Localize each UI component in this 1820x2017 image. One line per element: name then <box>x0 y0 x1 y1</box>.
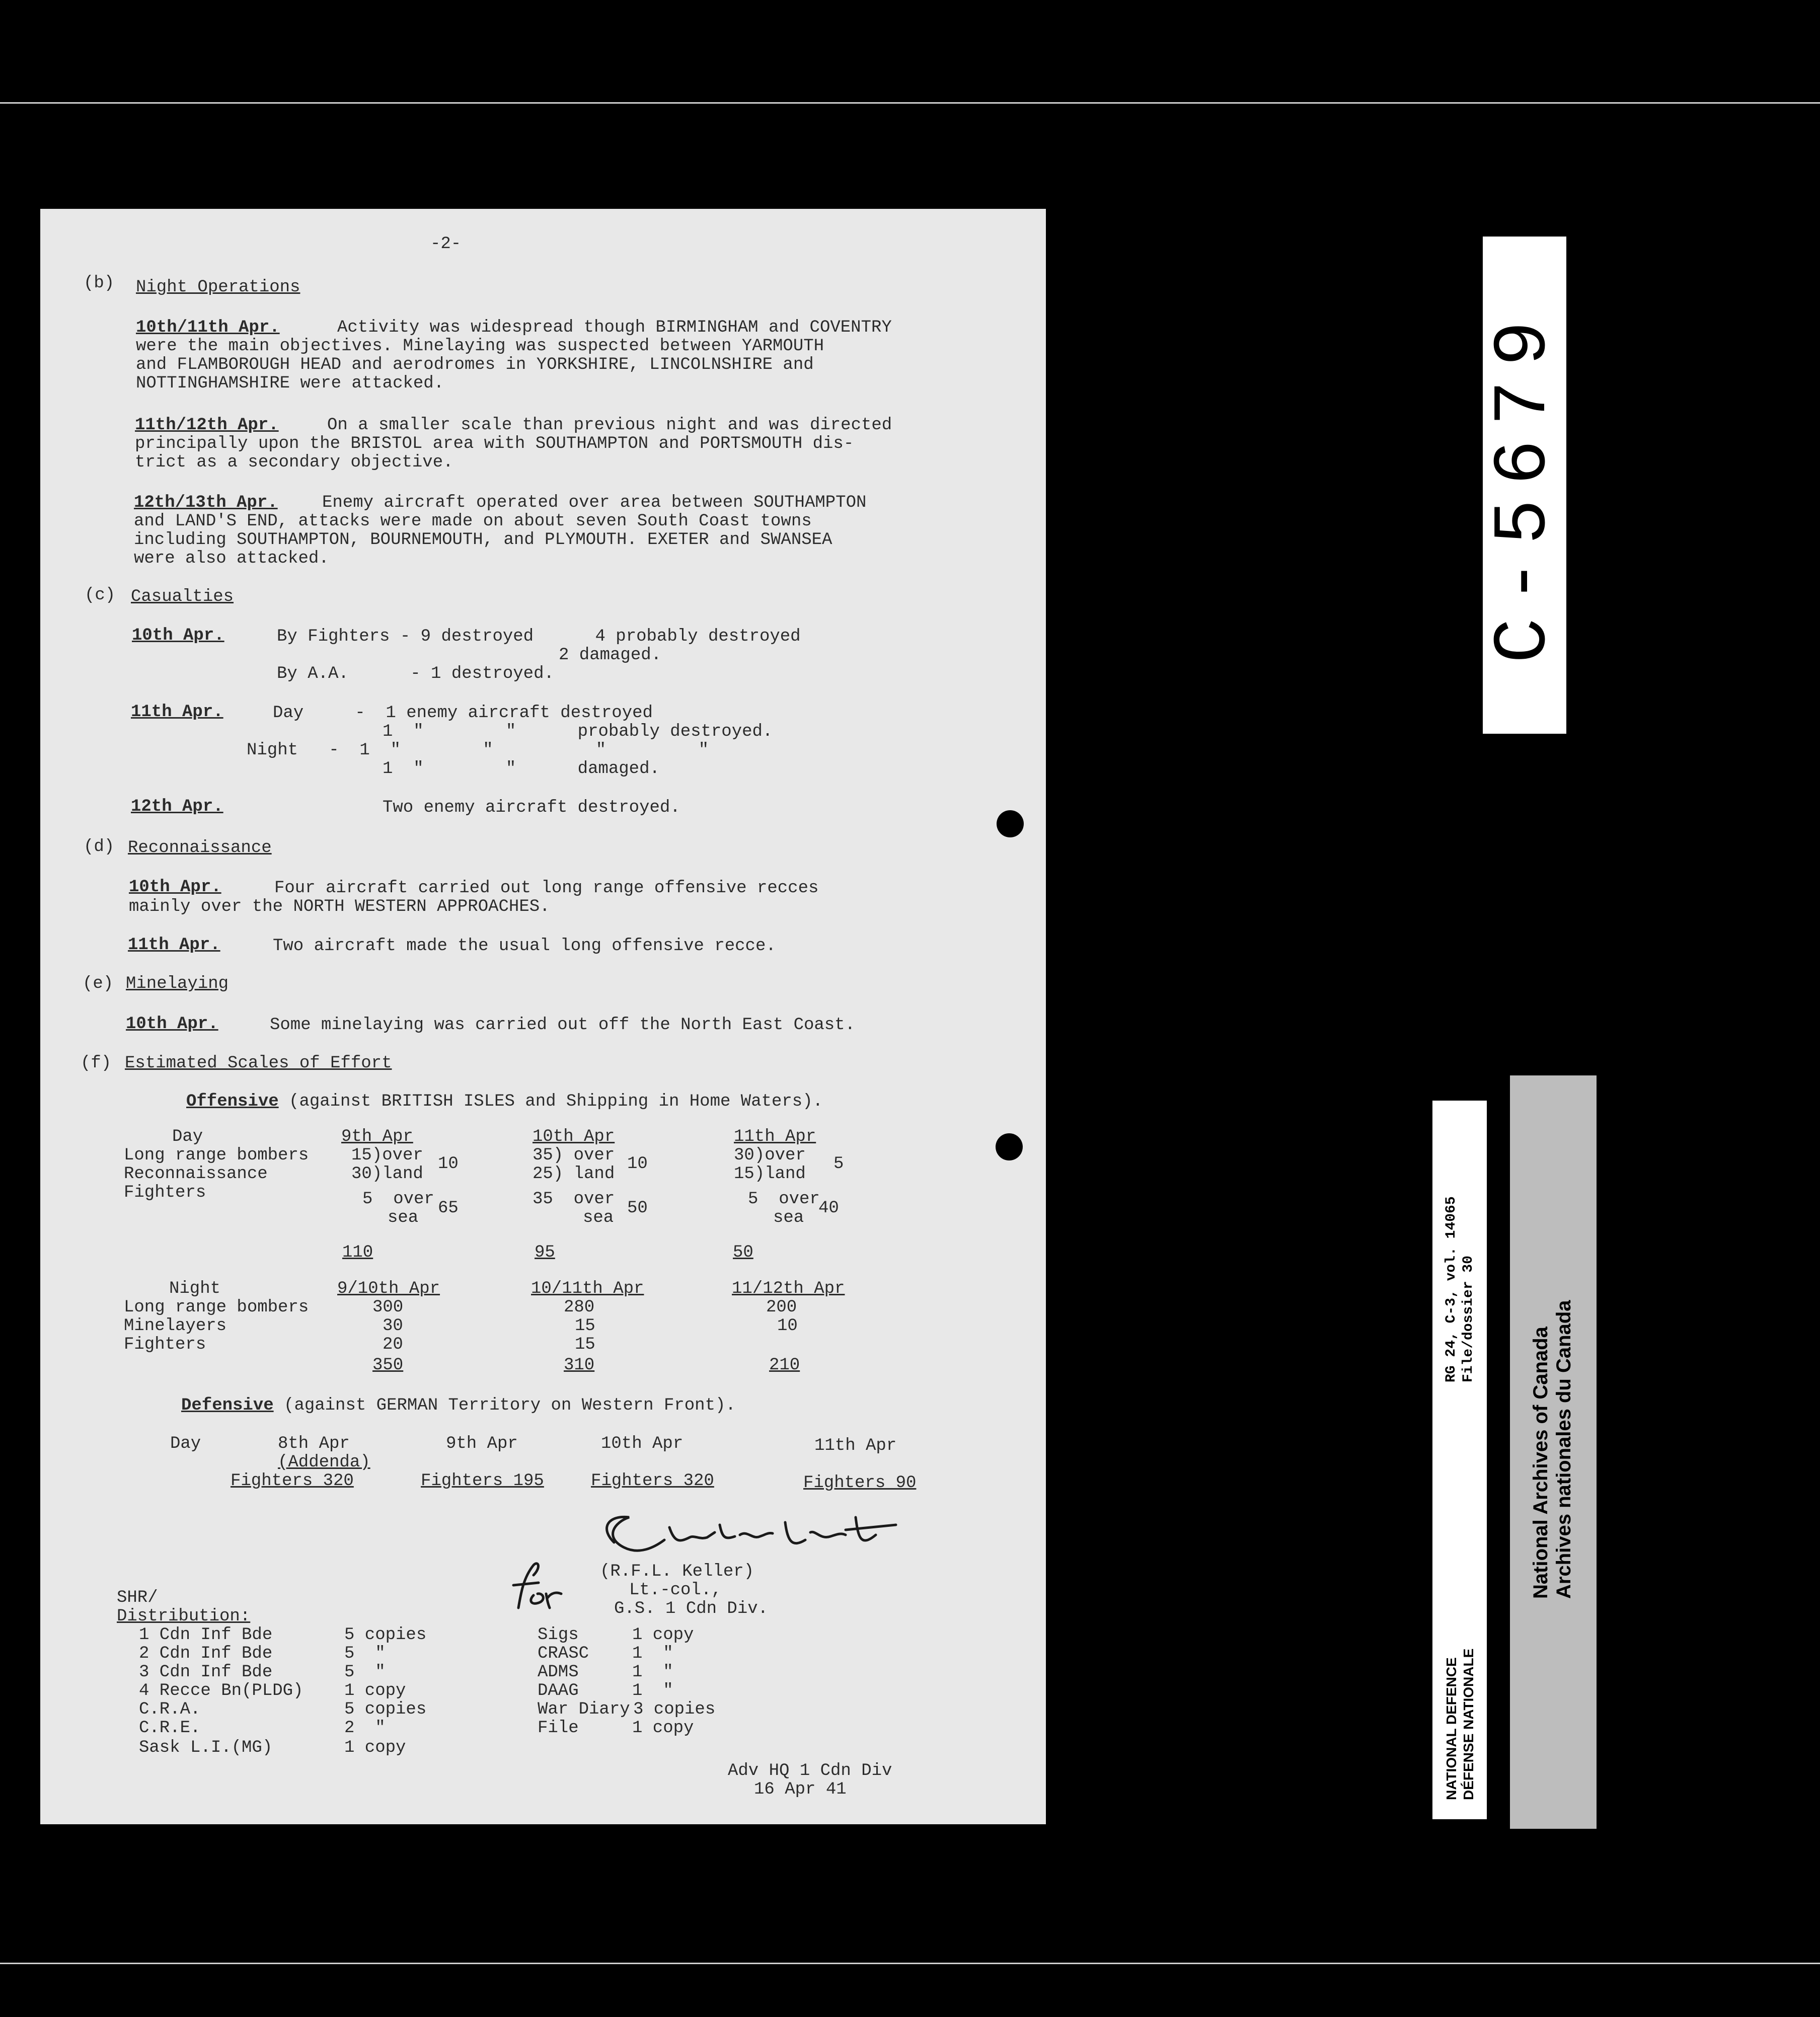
section-letter: (e) <box>83 974 114 993</box>
paragraph-line: were the main objectives. Minelaying was suspected between YARMOUTH <box>136 337 824 356</box>
table-cell: 35) over <box>533 1146 615 1165</box>
paragraph-date: 10th/11th Apr. <box>136 318 280 337</box>
paragraph-line: mainly over the NORTH WESTERN APPROACHES. <box>129 897 550 916</box>
archive-reference-2: File/dossier 30 <box>1461 1255 1476 1382</box>
row-label: Fighters <box>124 1183 206 1202</box>
paragraph-line: Two enemy aircraft destroyed. <box>383 798 680 817</box>
offensive-description: (against BRITISH ISLES and Shipping in Home Waters). <box>278 1092 823 1111</box>
table-cell: 30)land <box>351 1165 423 1184</box>
footer-date: 16 Apr 41 <box>754 1780 847 1799</box>
table-cell: 30)over <box>734 1146 806 1165</box>
distribution-unit: File <box>538 1719 579 1738</box>
table-cell: 10 <box>627 1154 648 1174</box>
distribution-unit: 4 Recce Bn(PLDG) <box>139 1681 304 1700</box>
handwritten-for <box>503 1558 564 1613</box>
document-page <box>40 209 1046 1824</box>
distribution-unit: DAAG <box>538 1681 579 1700</box>
section-heading: Night Operations <box>136 278 300 297</box>
def-column-head: 11th Apr <box>814 1436 897 1455</box>
table-cell: 280 <box>564 1298 595 1317</box>
column-head: 10th Apr <box>533 1127 615 1146</box>
distribution-copies: 5 " <box>344 1644 386 1663</box>
table-cell: 35 over <box>533 1190 615 1209</box>
paragraph-date: 11th/12th Apr. <box>135 416 279 435</box>
paragraph-line: By A.A. - 1 destroyed. <box>277 664 554 683</box>
table-cell: 15 <box>575 1316 595 1336</box>
paragraph-line: Day - 1 enemy aircraft destroyed <box>273 704 653 723</box>
def-column-head: 8th Apr <box>278 1434 350 1453</box>
column-head: 9th Apr <box>341 1127 413 1146</box>
def-day-label: Day <box>170 1434 201 1453</box>
distribution-unit: Sask L.I.(MG) <box>139 1738 273 1757</box>
distribution-heading: Distribution: <box>117 1607 251 1626</box>
section-heading: Reconnaissance <box>128 838 272 858</box>
paragraph-line: and LAND'S END, attacks were made on about seven South Coast towns <box>134 512 812 531</box>
column-total: 110 <box>342 1243 373 1262</box>
paragraph-line: 2 damaged. <box>559 646 662 665</box>
row-label: Long range bombers <box>124 1146 309 1165</box>
registration-dot <box>996 1133 1023 1160</box>
defensive-description: (against GERMAN Territory on Western Front). <box>273 1396 736 1415</box>
signatory-rank: Lt.-col., <box>629 1581 722 1600</box>
distribution-copies: 1 copy <box>632 1719 694 1738</box>
paragraph-line: Two aircraft made the usual long offensive recce. <box>273 937 776 956</box>
distribution-unit: ADMS <box>538 1663 579 1682</box>
paragraph-line: were also attacked. <box>134 549 329 568</box>
frame-number-label <box>1483 237 1566 734</box>
def-column-sub: (Addenda) <box>278 1453 370 1472</box>
paragraph-line: By Fighters - 9 destroyed 4 probably destroyed <box>277 627 801 646</box>
table-cell: 40 <box>818 1199 839 1218</box>
distribution-unit: 1 Cdn Inf Bde <box>139 1625 273 1645</box>
distribution-copies: 1 " <box>632 1663 673 1682</box>
table-cell: 10 <box>777 1316 798 1336</box>
paragraph-line: On a smaller scale than previous night and was directed <box>327 416 892 435</box>
paragraph-line: Some minelaying was carried out off the North East Coast. <box>270 1016 855 1035</box>
file-reference: SHR/ <box>117 1588 158 1607</box>
section-heading: Casualties <box>131 587 234 606</box>
distribution-unit: 3 Cdn Inf Bde <box>139 1663 273 1682</box>
column-total: 210 <box>769 1356 800 1375</box>
paragraph-line: Four aircraft carried out long range offensive recces <box>274 879 819 898</box>
table-cell: 10 <box>438 1154 459 1174</box>
table-cell: 5 over <box>362 1190 434 1209</box>
table-cell: sea <box>388 1208 419 1227</box>
column-total: 310 <box>564 1356 595 1375</box>
def-column-value: Fighters 320 <box>231 1471 354 1491</box>
section-letter: (f) <box>81 1054 112 1073</box>
page-number: -2- <box>430 235 462 254</box>
national-defence-fr: DÉFENSE NATIONALE <box>1461 1648 1476 1800</box>
paragraph-line: NOTTINGHAMSHIRE were attacked. <box>136 374 444 393</box>
national-defence-en: NATIONAL DEFENCE <box>1444 1657 1459 1800</box>
paragraph-line: Activity was widespread though BIRMINGHAM and COVENTRY <box>337 318 892 337</box>
footer-hq: Adv HQ 1 Cdn Div <box>728 1761 892 1780</box>
table-cell: 5 over <box>748 1190 820 1209</box>
paragraph-date: 11th Apr. <box>128 936 220 955</box>
distribution-copies: 5 " <box>344 1663 386 1682</box>
row-label: Minelayers <box>124 1316 227 1336</box>
national-archives-fr: Archives nationales du Canada <box>1553 1300 1575 1599</box>
distribution-unit: C.R.E. <box>139 1719 201 1738</box>
distribution-copies: 2 " <box>344 1719 386 1738</box>
national-archives-en: National Archives of Canada <box>1530 1327 1552 1599</box>
column-total: 95 <box>535 1243 555 1262</box>
table-cell: 65 <box>438 1199 459 1218</box>
def-column-value: Fighters 195 <box>421 1471 544 1491</box>
paragraph-line: principally upon the BRISTOL area with SOUTHAMPTON and PORTSMOUTH dis- <box>135 434 854 453</box>
paragraph-date: 10th Apr. <box>129 878 221 897</box>
defensive-label: Defensive <box>181 1396 274 1415</box>
paragraph-line: 1 " " probably destroyed. <box>383 722 773 741</box>
registration-dot <box>997 810 1024 837</box>
section-heading: Minelaying <box>126 974 229 993</box>
def-column-value: Fighters 90 <box>803 1473 917 1493</box>
distribution-copies: 1 " <box>632 1644 673 1663</box>
paragraph-date: 12th/13th Apr. <box>134 493 278 512</box>
distribution-copies: 5 copies <box>344 1700 427 1719</box>
table-cell: 300 <box>372 1298 404 1317</box>
offensive-line <box>186 1093 823 1111</box>
night-label: Night <box>169 1279 221 1298</box>
national-archives-label <box>1510 1075 1597 1829</box>
def-column-value: Fighters 320 <box>591 1471 714 1491</box>
frame-number: C-5679 <box>1482 306 1567 664</box>
table-cell: 5 <box>833 1154 844 1174</box>
section-heading: Estimated Scales of Effort <box>125 1054 392 1073</box>
day-label: Day <box>172 1127 203 1146</box>
paragraph-date: 10th Apr. <box>132 626 224 645</box>
paragraph-line: Night - 1 " " " " <box>247 741 709 760</box>
paragraph-date: 10th Apr. <box>126 1015 218 1034</box>
table-cell: 15)land <box>734 1165 806 1184</box>
distribution-copies: 1 copy <box>344 1681 406 1700</box>
column-total: 50 <box>733 1243 753 1262</box>
national-defence-label <box>1432 1101 1487 1819</box>
def-column-head: 9th Apr <box>446 1434 518 1453</box>
table-cell: sea <box>773 1208 804 1227</box>
table-cell: 200 <box>766 1298 797 1317</box>
distribution-copies: 3 copies <box>633 1700 716 1719</box>
table-cell: 15)over <box>351 1146 423 1165</box>
table-cell: 20 <box>383 1335 403 1354</box>
section-letter: (d) <box>84 837 115 857</box>
offensive-label: Offensive <box>186 1092 279 1111</box>
column-head: 11/12th Apr <box>732 1279 845 1298</box>
distribution-unit: CRASC <box>538 1644 589 1663</box>
distribution-copies: 1 copy <box>344 1738 406 1757</box>
row-label: Fighters <box>124 1335 206 1354</box>
film-edge-line-bottom <box>0 1963 1820 1964</box>
column-head: 10/11th Apr <box>531 1279 644 1298</box>
table-cell: 15 <box>575 1335 595 1354</box>
paragraph-line: trict as a secondary objective. <box>135 453 453 472</box>
section-letter: (b) <box>84 274 115 293</box>
paragraph-date: 11th Apr. <box>131 703 223 722</box>
distribution-copies: 1 copy <box>632 1625 694 1645</box>
paragraph-line: including SOUTHAMPTON, BOURNEMOUTH, and PLYMOUTH. EXETER and SWANSEA <box>134 530 832 550</box>
column-total: 350 <box>372 1356 404 1375</box>
distribution-unit: Sigs <box>538 1625 579 1645</box>
column-head: 11th Apr <box>734 1127 816 1146</box>
distribution-unit: C.R.A. <box>139 1700 201 1719</box>
paragraph-date: 12th Apr. <box>131 797 223 816</box>
signatory-name: (R.F.L. Keller) <box>600 1562 754 1581</box>
film-edge-line-top <box>0 102 1820 104</box>
column-head: 9/10th Apr <box>337 1279 440 1298</box>
paragraph-line: and FLAMBOROUGH HEAD and aerodromes in YORKSHIRE, LINCOLNSHIRE and <box>136 355 814 374</box>
distribution-unit: War Diary <box>538 1700 630 1719</box>
row-label: Long range bombers <box>124 1298 309 1317</box>
def-column-head: 10th Apr <box>601 1434 684 1453</box>
table-cell: sea <box>583 1208 614 1227</box>
row-label: Reconnaissance <box>124 1165 268 1184</box>
archive-reference-1: RG 24, C-3, vol. 14065 <box>1444 1196 1459 1382</box>
table-cell: 25) land <box>533 1165 615 1184</box>
distribution-copies: 5 copies <box>344 1625 427 1645</box>
signatory-title: G.S. 1 Cdn Div. <box>614 1599 769 1618</box>
table-cell: 30 <box>383 1316 403 1336</box>
defensive-line <box>181 1397 736 1415</box>
distribution-copies: 1 " <box>632 1681 673 1700</box>
paragraph-line: Enemy aircraft operated over area between SOUTHAMPTON <box>322 493 867 512</box>
distribution-unit: 2 Cdn Inf Bde <box>139 1644 273 1663</box>
paragraph-line: 1 " " damaged. <box>383 759 660 779</box>
section-letter: (c) <box>85 586 116 605</box>
table-cell: 50 <box>627 1199 648 1218</box>
